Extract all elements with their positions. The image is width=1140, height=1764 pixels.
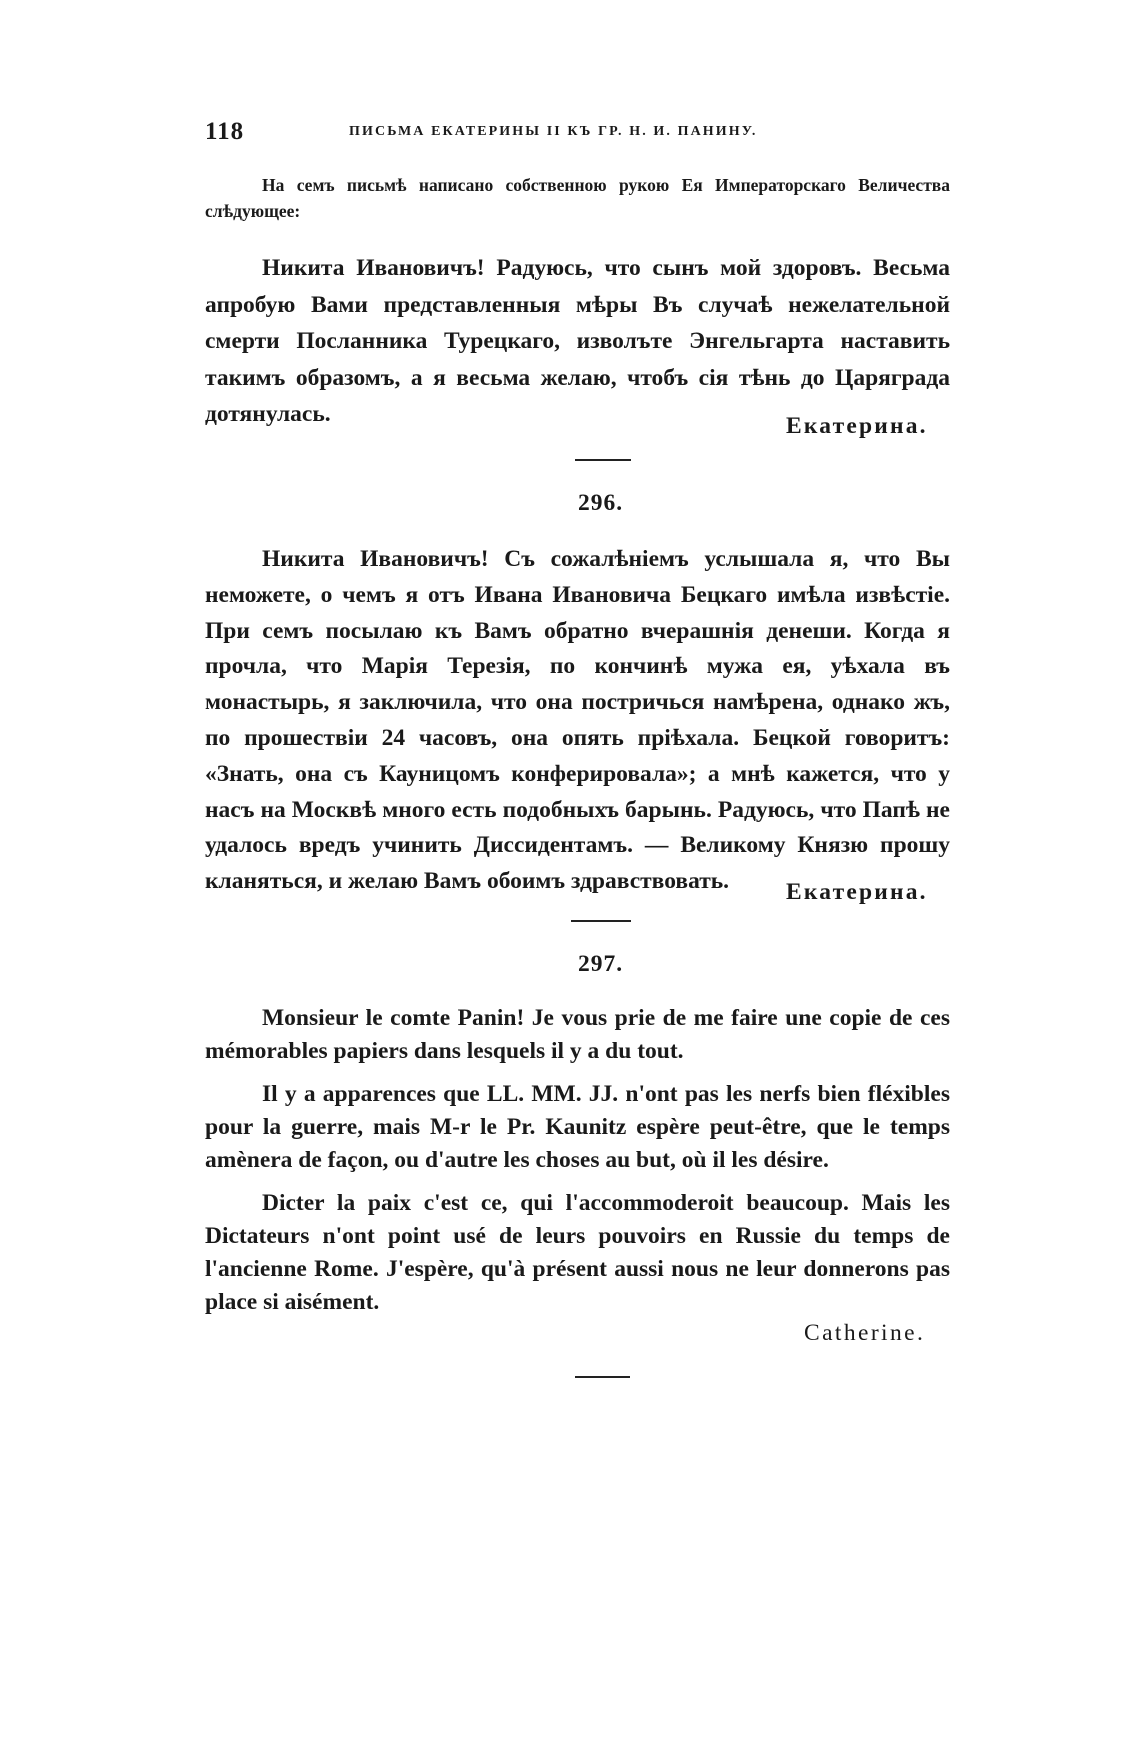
letter-number: 296.	[578, 490, 624, 516]
letter-signature: Catherine.	[804, 1320, 926, 1346]
section-divider	[575, 1376, 630, 1378]
section-divider	[575, 459, 631, 461]
letter-number: 297.	[578, 951, 624, 977]
page-header	[205, 118, 950, 148]
running-title: ПИСЬМА ЕКАТЕРИНЫ II КЪ ГР. Н. И. ПАНИНУ.	[349, 124, 758, 139]
letter-paragraph: Il y a apparences que LL. MM. JJ. n'ont pas les nerfs bien fléxibles pour la guerre, mais M-r le Pr. Kaunitz espère peut-être, que le temps amènera de façon, ou d'autre les choses au but, où il les désire.	[205, 1081, 950, 1173]
letter-paragraph: Monsieur le comte Panin! Je vous prie de me faire une copie de ces mémorables papiers dans lesquels il y a du tout.	[205, 1005, 950, 1064]
page-number: 118	[205, 118, 245, 145]
section-divider	[571, 920, 631, 922]
letter-text: Никита Ивановичъ! Съ сожалѣніемъ услышала я, что Вы неможете, о чемъ я отъ Ивана Ивановича Бецкаго имѣла извѣстіе. При семъ посылаю къ Вамъ обратно вчерашнія денеши. Когда я прочла, что Марія Терезія, по кончинѣ мужа ея, уѣхала въ монастырь, я заключила, что она постричься намѣрена, однако жъ, по прошествіи 24 часовъ, она опять пріѣхала. Бецкой говоритъ: «Знать, она съ Кауницомъ конферировала»; а мнѣ кажется, что у насъ на Москвѣ много есть подобныхъ барынь. Радуюсь, что Папѣ не удалось вредъ учинить Диссидентамъ. — Великому Князю прошу кланяться, и желаю Вамъ обоимъ здравствовать.	[205, 546, 950, 895]
letter-text: Никита Ивановичъ! Радуюсь, что сынъ мой здоровъ. Весьма апробую Вами представленныя мѣры Въ случаѣ нежелательной смерти Посланника Турецкаго, изволъте Энгельгарта наставить такимъ образомъ, а я весьма желаю, чтобъ сія тѣнь до Царяграда дотянулась.	[205, 255, 950, 427]
letter-paragraph: Dicter la paix c'est ce, qui l'accommoderoit beaucoup. Mais les Dictateurs n'ont point usé de leurs pouvoirs en Russie du temps de l'ancienne Rome. J'espère, qu'à présent aussi nous ne leur donnerons pas place si aisément.	[205, 1190, 950, 1315]
letter-signature: Екатерина.	[786, 879, 928, 905]
editorial-note: На семъ письмѣ написано собственною рукою Ея Императорскаго Величества слѣдующее:	[205, 175, 950, 221]
letter-signature: Екатерина.	[786, 413, 928, 439]
